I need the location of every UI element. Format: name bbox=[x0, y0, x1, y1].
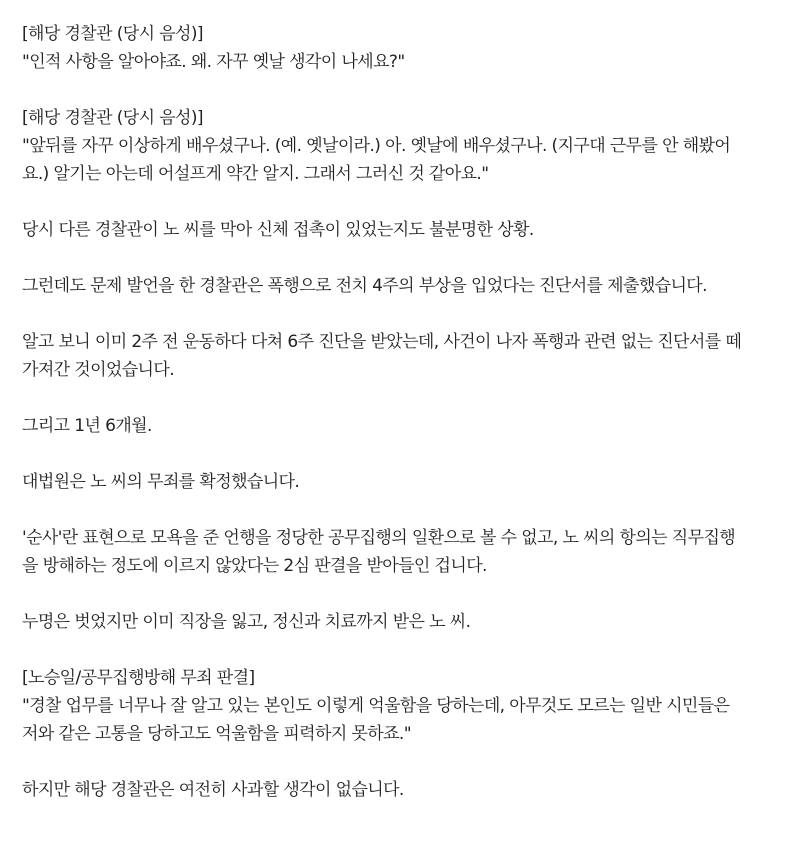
paragraph-line: 가져간 것이었습니다. bbox=[22, 360, 175, 380]
paragraph-line: '순사'란 표현으로 모욕을 준 언행을 정당한 공무집행의 일환으로 볼 수 없고, 노 씨의 항의는 직무집행 bbox=[22, 528, 736, 548]
quote-block-officer-1 bbox=[22, 20, 778, 76]
paragraph bbox=[22, 272, 778, 300]
speaker-caption: [노승일/공무집행방해 무죄 판결] bbox=[22, 668, 255, 688]
paragraph bbox=[22, 608, 778, 636]
paragraph-line: 그리고 1년 6개월. bbox=[22, 416, 152, 436]
paragraph bbox=[22, 468, 778, 496]
paragraph-line: 당시 다른 경찰관이 노 씨를 막아 신체 접촉이 있었는지도 불분명한 상황. bbox=[22, 220, 534, 240]
paragraph bbox=[22, 776, 778, 804]
paragraph bbox=[22, 412, 778, 440]
paragraph-line: 대법원은 노 씨의 무죄를 확정했습니다. bbox=[22, 472, 300, 492]
quote-block-interviewee bbox=[22, 664, 778, 748]
paragraph bbox=[22, 524, 778, 580]
quote-line: 저와 같은 고통을 당하고도 억울함을 피력하지 못하죠." bbox=[22, 724, 411, 744]
speaker-caption: [해당 경찰관 (당시 음성)] bbox=[22, 24, 203, 44]
quote-line: 요.) 알기는 아는데 어설프게 약간 알지. 그래서 그러신 것 같아요." bbox=[22, 164, 489, 184]
paragraph bbox=[22, 216, 778, 244]
quote-line: "경찰 업무를 너무나 잘 알고 있는 본인도 이렇게 억울함을 당하는데, 아무것도 모르는 일반 시민들은 bbox=[22, 696, 730, 716]
paragraph-line: 누명은 벗었지만 이미 직장을 잃고, 정신과 치료까지 받은 노 씨. bbox=[22, 612, 471, 632]
paragraph bbox=[22, 328, 778, 384]
paragraph-line: 하지만 해당 경찰관은 여전히 사과할 생각이 없습니다. bbox=[22, 780, 404, 800]
quote-block-officer-2 bbox=[22, 104, 778, 188]
speaker-caption: [해당 경찰관 (당시 음성)] bbox=[22, 108, 203, 128]
paragraph-line: 그런데도 문제 발언을 한 경찰관은 폭행으로 전치 4주의 부상을 입었다는 진단서를 제출했습니다. bbox=[22, 276, 707, 296]
paragraph-line: 알고 보니 이미 2주 전 운동하다 다쳐 6주 진단을 받았는데, 사건이 나자 폭행과 관련 없는 진단서를 떼 bbox=[22, 332, 742, 352]
quote-line: "앞뒤를 자꾸 이상하게 배우셨구나. (예. 옛날이라.) 아. 옛날에 배우셨구나. (지구대 근무를 안 해봤어 bbox=[22, 136, 731, 156]
paragraph-line: 을 방해하는 정도에 이르지 않았다는 2심 판결을 받아들인 겁니다. bbox=[22, 556, 487, 576]
quote-line: "인적 사항을 알아야죠. 왜. 자꾸 옛날 생각이 나세요?" bbox=[22, 52, 405, 72]
